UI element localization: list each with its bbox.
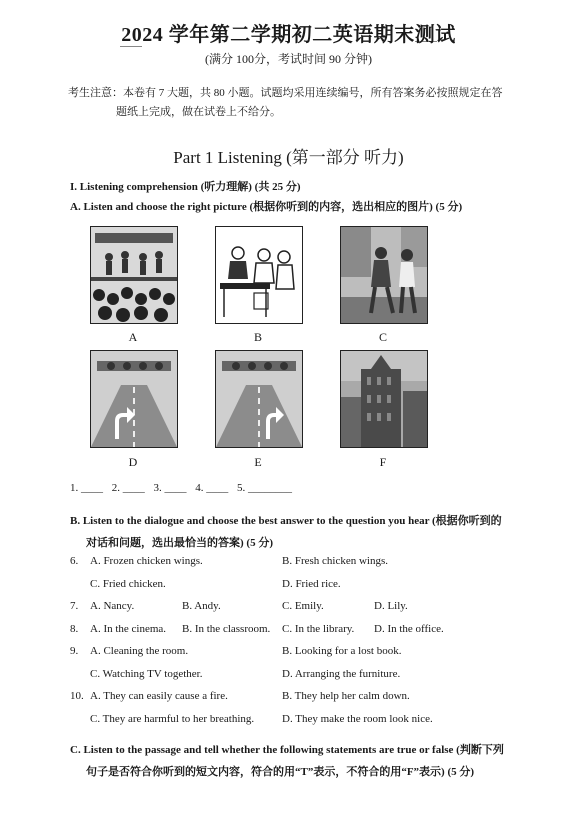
answer-blank[interactable]: 3. ____ [153, 482, 187, 494]
answer-blank[interactable]: 2. ____ [111, 482, 145, 494]
road-left-arrow-picture [215, 350, 303, 448]
exam-subtitle: (满分 100分，考试时间 90 分钟) [205, 52, 372, 66]
section-b-title [70, 510, 540, 554]
notice-line-1: 考生注意：本卷有 7 大题，共 80 小题。试题均采用连续编号，所有答案务必按照规定在答 [68, 87, 503, 99]
picture-label-c: C [378, 330, 387, 344]
section-c-title-line-1: C. Listen to the passage and tell whether the following statements are true or false (判断下列 [70, 744, 504, 756]
section-b-title-line-1: B. Listen to the dialogue and choose the best answer to the question you hear (根据你听到的 [70, 515, 502, 527]
question-number: 10. [70, 690, 84, 702]
road-left-arrow-picture [90, 350, 178, 448]
option-a[interactable]: A. They can easily cause a fire. [90, 690, 228, 702]
option-b[interactable]: B. In the classroom. [182, 623, 271, 635]
shop-counter-picture [215, 226, 303, 324]
option-a[interactable]: A. Frozen chicken wings. [90, 555, 203, 567]
city-building-picture [340, 350, 428, 448]
people-walking-picture [340, 226, 428, 324]
option-c[interactable]: C. In the library. [282, 623, 355, 635]
option-a[interactable]: A. Cleaning the room. [90, 645, 189, 657]
exam-title: 2024 学年第二学期初二英语期末测试 [121, 24, 456, 46]
option-c[interactable]: C. Fried chicken. [90, 578, 166, 590]
exam-notice [68, 84, 528, 122]
answer-blank[interactable]: 5. ________ [237, 482, 292, 494]
option-c[interactable]: C. Watching TV together. [90, 668, 203, 680]
option-c[interactable]: C. They are harmful to her breathing. [90, 713, 255, 725]
section-title: I. Listening comprehension (听力理解) (共 25 分) [70, 181, 301, 193]
question-number: 7. [70, 600, 79, 612]
option-b[interactable]: B. They help her calm down. [282, 690, 410, 702]
section-c-title-line-2: 句子是否符合你听到的短文内容，符合的用“T”表示，不符合的用“F”表示) (5 分) [86, 766, 475, 778]
option-d[interactable]: D. In the office. [374, 623, 444, 635]
answer-blank[interactable]: 1. ____ [70, 482, 103, 494]
question-number: 6. [70, 555, 79, 567]
option-b[interactable]: B. Looking for a lost book. [282, 645, 402, 657]
question-number: 9. [70, 645, 79, 657]
picture-label-b: B [253, 330, 262, 344]
picture-label-e: E [254, 455, 262, 469]
answer-blank[interactable]: 4. ____ [195, 482, 229, 494]
section-a-title: A. Listen and choose the right picture (根据你听到的内容，选出相应的图片) (5 分) [70, 201, 463, 213]
picture-label-f: F [379, 455, 387, 469]
notice-line-2: 题纸上完成，做在试卷上不给分。 [116, 106, 281, 118]
section-b-title-line-2: 对话和问题，选出最恰当的答案) (5 分) [86, 537, 273, 549]
option-d[interactable]: D. Lily. [374, 600, 408, 612]
option-a[interactable]: A. Nancy. [90, 600, 135, 612]
option-d[interactable]: D. Fried rice. [282, 578, 341, 590]
part-title: Part 1 Listening (第一部分 听力) [173, 148, 404, 167]
section-c-title [70, 739, 540, 783]
option-d[interactable]: D. Arranging the furniture. [282, 668, 401, 680]
option-a[interactable]: A. In the cinema. [90, 623, 167, 635]
question-number: 8. [70, 623, 79, 635]
option-b[interactable]: B. Andy. [182, 600, 221, 612]
answer-blanks [70, 482, 298, 494]
option-b[interactable]: B. Fresh chicken wings. [282, 555, 389, 567]
picture-label-a: A [128, 330, 138, 344]
concert-crowd-picture [90, 226, 178, 324]
option-c[interactable]: C. Emily. [282, 600, 324, 612]
picture-label-d: D [128, 455, 138, 469]
option-d[interactable]: D. They make the room look nice. [282, 713, 433, 725]
